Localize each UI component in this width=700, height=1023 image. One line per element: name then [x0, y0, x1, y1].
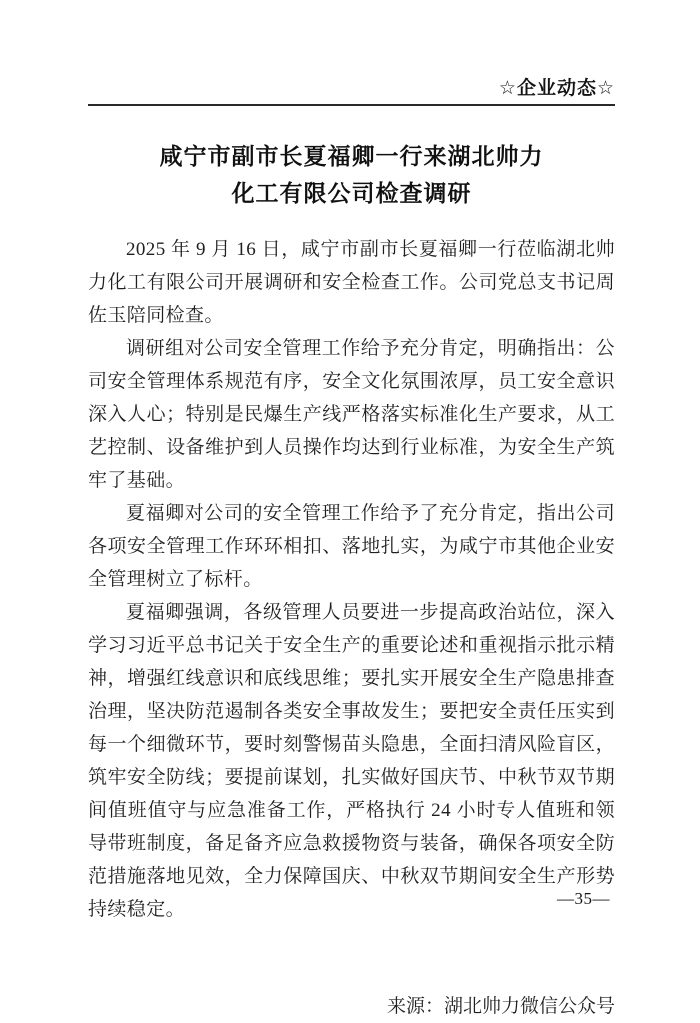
article-body	[88, 233, 615, 926]
article-title-line: 咸宁市副市长夏福卿一行来湖北帅力	[159, 144, 544, 169]
page-content	[88, 78, 615, 1023]
body-paragraph: 2025 年 9 月 16 日，咸宁市副市长夏福卿一行莅临湖北帅力化工有限公司开展调研和安全检查工作。公司党总支书记周佐玉陪同检查。	[88, 239, 615, 326]
body-paragraph: 夏福卿对公司的安全管理工作给予了充分肯定，指出公司各项安全管理工作环环相扣、落地扎实，为咸宁市其他企业安全管理树立了标杆。	[88, 503, 615, 590]
body-paragraph: 夏福卿强调，各级管理人员要进一步提高政治站位，深入学习习近平总书记关于安全生产的重要论述和重视指示批示精神，增强红线意识和底线思维；要扎实开展安全生产隐患排查治理，坚决防范遏制各类安全事故发生；要把安全责任压实到每一个细微环节，要时刻警惕苗头隐患，全面扫清风险盲区，筑牢安全防线；要提前谋划，扎实做好国庆节、中秋节双节期间值班值守与应急准备工作，严格执行 24 小时专人值班和领导带班制度，备足备齐应急救援物资与装备，确保各项安全防范措施落地见效，全力保障国庆、中秋双节期间安全生产形势持续稳定。	[88, 602, 615, 920]
header-rule	[88, 104, 615, 106]
article-title-line: 化工有限公司检查调研	[231, 181, 472, 206]
source-attribution: 来源：湖北帅力微信公众号	[386, 996, 615, 1017]
body-paragraph: 调研组对公司安全管理工作给予充分肯定，明确指出：公司安全管理体系规范有序，安全文化氛围浓厚，员工安全意识深入人心；特别是民爆生产线严格落实标准化生产要求，从工艺控制、设备维护到人员操作均达到行业标准，为安全生产筑牢了基础。	[88, 338, 615, 491]
article-title	[88, 138, 615, 212]
page-number: —35—	[557, 889, 610, 908]
section-header: ☆企业动态☆	[498, 78, 615, 99]
